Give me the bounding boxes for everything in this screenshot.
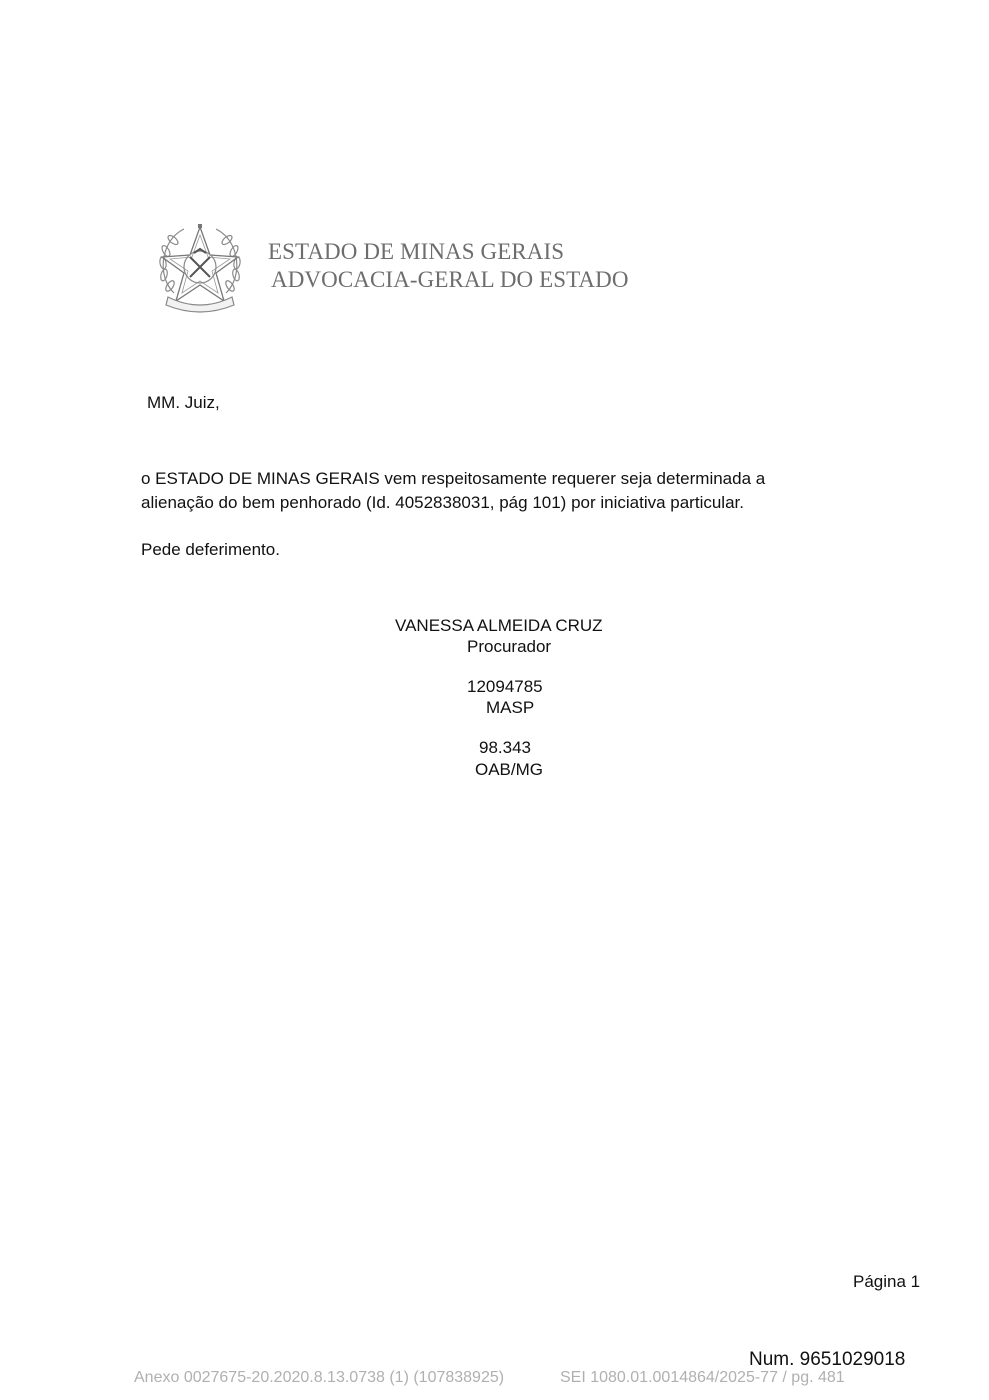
masp-number: 12094785: [467, 677, 543, 696]
footer-annex-reference: Anexo 0027675-20.2020.8.13.0738 (1) (107838925): [134, 1369, 505, 1386]
page-number: Página 1: [853, 1272, 921, 1291]
signer-role: Procurador: [467, 637, 552, 656]
header-title-block: [268, 238, 629, 294]
body-line-1: o ESTADO DE MINAS GERAIS vem respeitosamente requerer seja determinada a: [141, 469, 766, 488]
document-number: Num. 9651029018: [749, 1349, 906, 1370]
masp-label: MASP: [486, 698, 535, 717]
closing-line: Pede deferimento.: [141, 540, 280, 559]
body-line-2: alienação do bem penhorado (Id. 4052838031, pág 101) por iniciativa particular.: [141, 493, 744, 512]
salutation: MM. Juiz,: [147, 393, 220, 412]
oab-number: 98.343: [479, 738, 531, 757]
state-seal-icon: [154, 221, 246, 313]
header-agency-name: ADVOCACIA-GERAL DO ESTADO: [271, 267, 629, 292]
body-paragraph: [141, 467, 841, 515]
oab-label: OAB/MG: [475, 760, 544, 779]
footer-sei-reference: SEI 1080.01.0014864/2025-77 / pg. 481: [560, 1369, 845, 1386]
header-state-name: ESTADO DE MINAS GERAIS: [268, 239, 565, 264]
signer-name: VANESSA ALMEIDA CRUZ: [395, 616, 603, 635]
